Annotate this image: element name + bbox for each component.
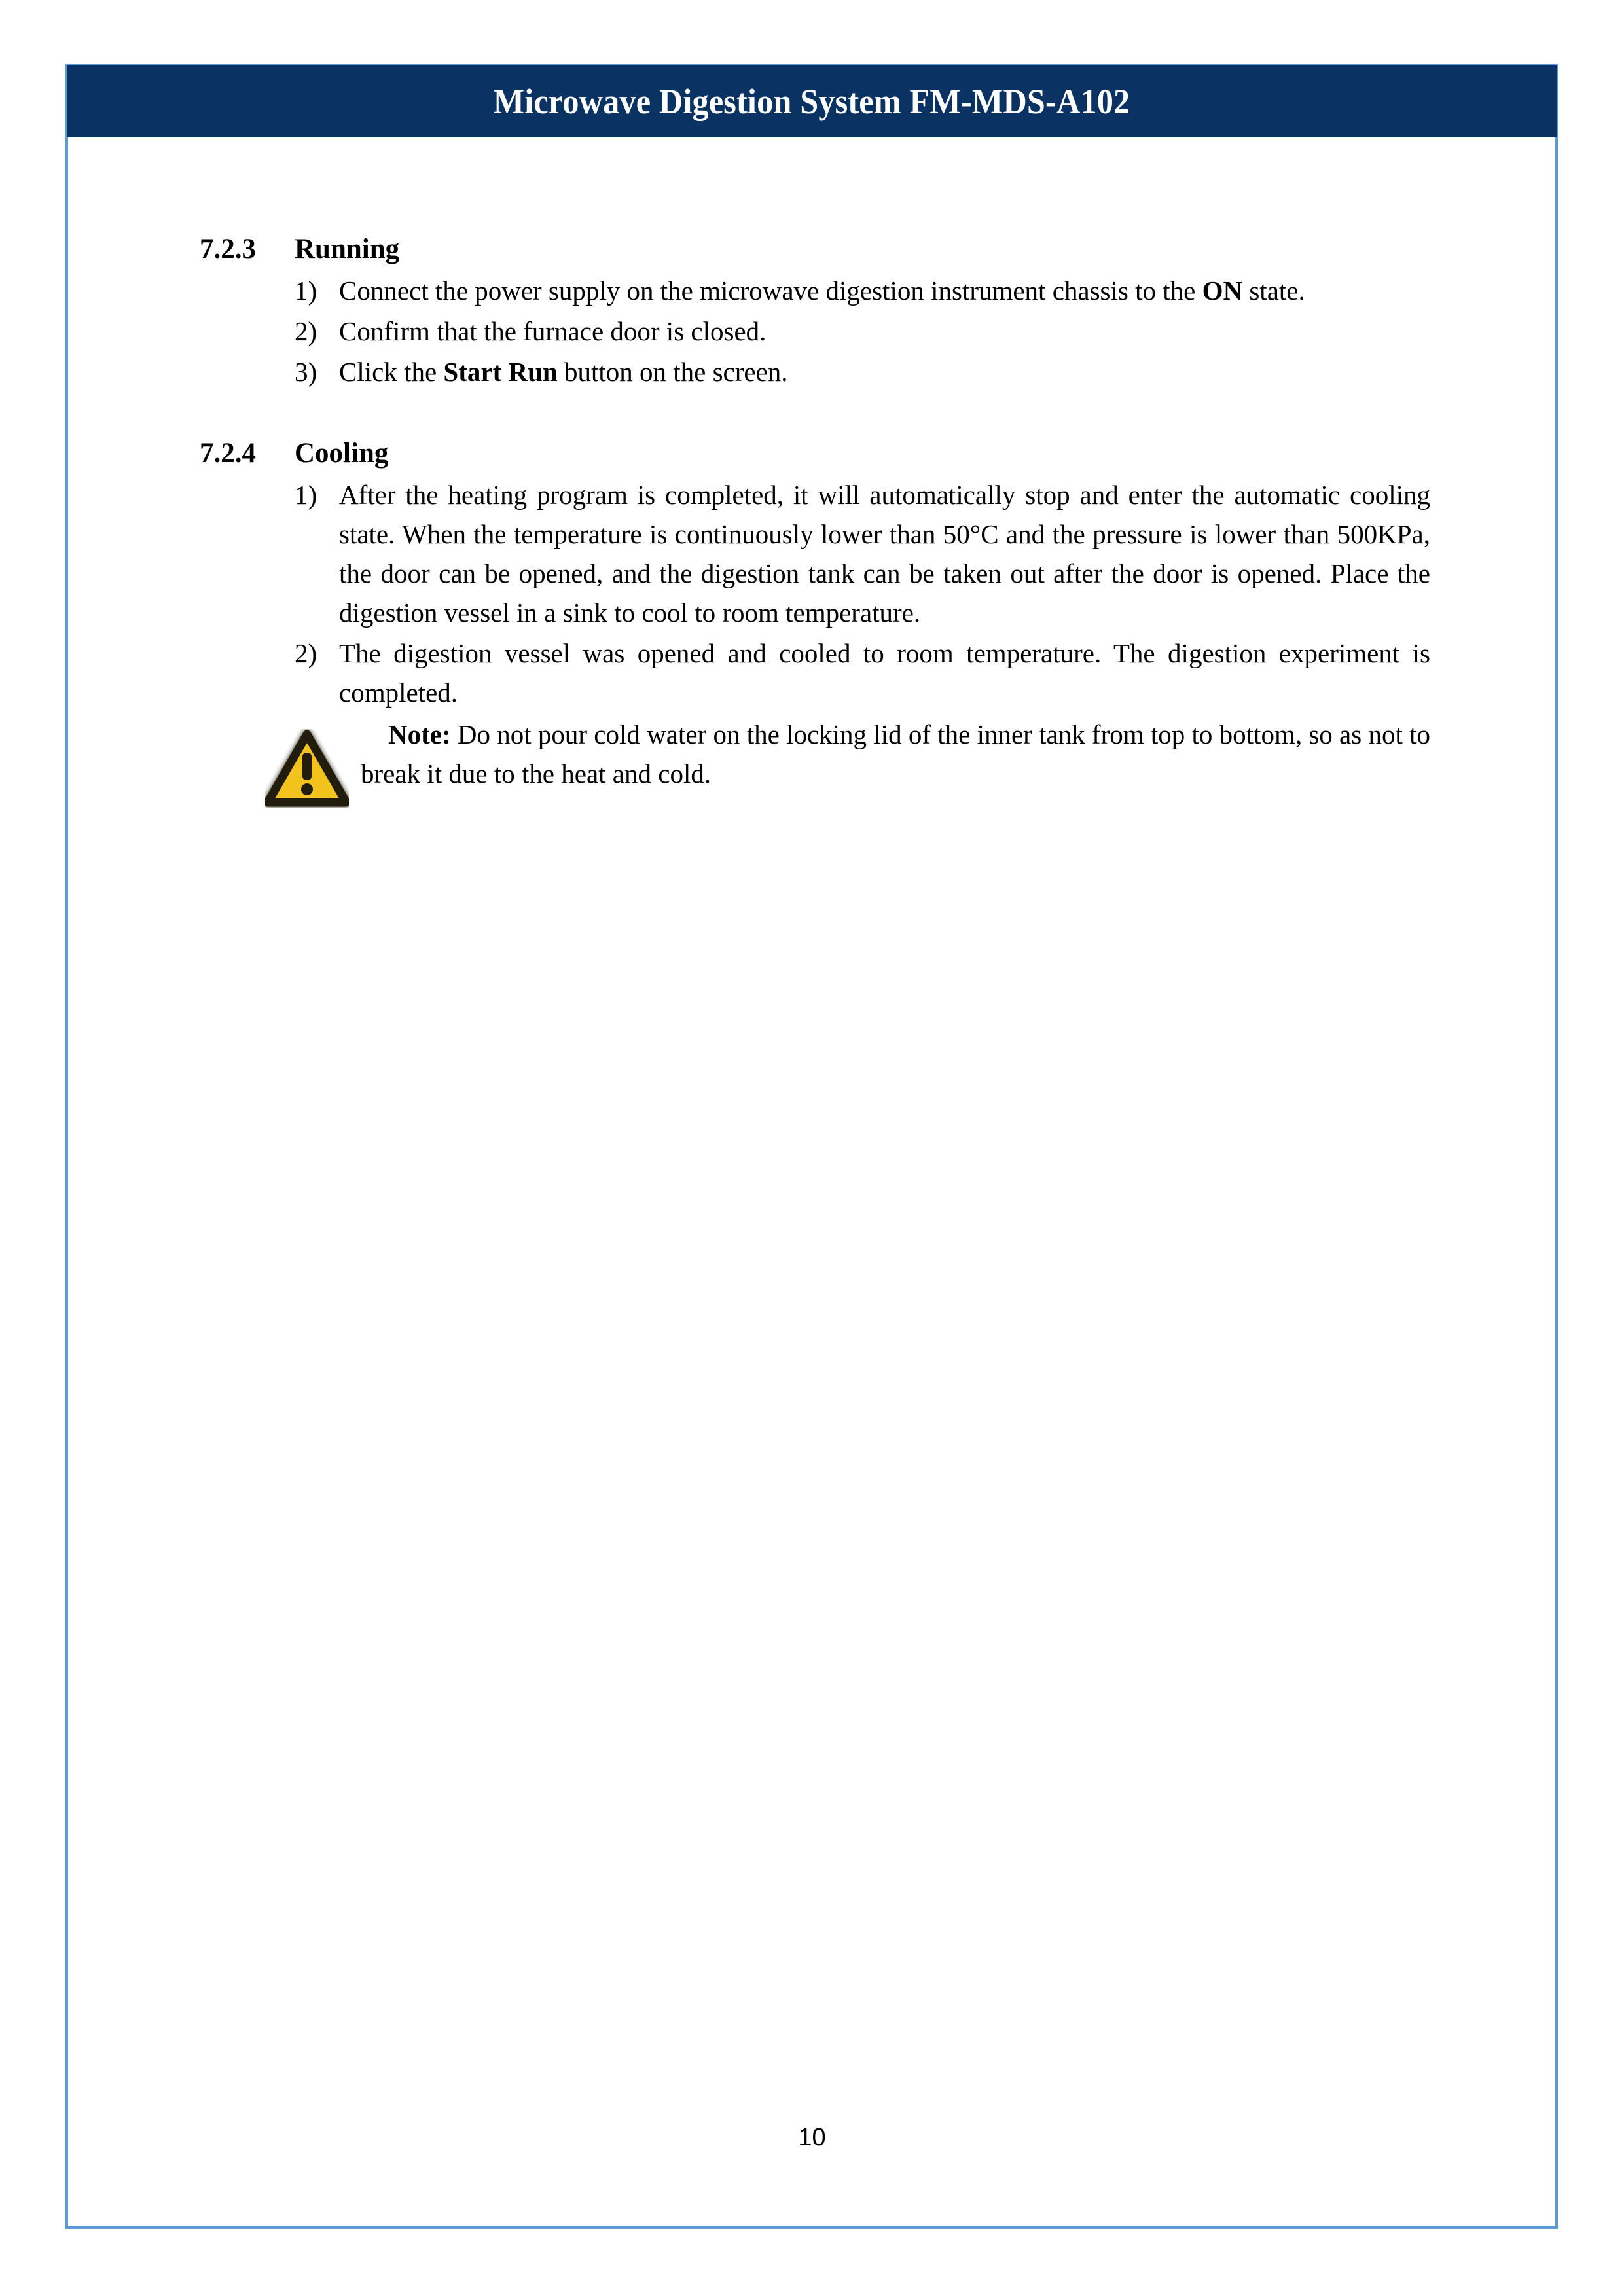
section-number: 7.2.3 bbox=[200, 234, 256, 264]
document-content bbox=[200, 230, 1430, 808]
plain-text: Confirm that the furnace door is closed. bbox=[339, 316, 767, 346]
list-text bbox=[339, 271, 1430, 310]
section-heading bbox=[200, 435, 1430, 473]
emphasis-text: Start Run bbox=[443, 357, 558, 387]
note-label: Note: bbox=[388, 719, 451, 749]
ordered-list bbox=[200, 475, 1430, 712]
emphasis-text: ON bbox=[1202, 276, 1243, 306]
list-item bbox=[200, 271, 1430, 310]
plain-text: Connect the power supply on the microwave digestion instrument chassis to the bbox=[339, 276, 1202, 306]
list-text bbox=[339, 634, 1430, 712]
list-item bbox=[200, 312, 1430, 351]
list-text bbox=[339, 475, 1430, 632]
plain-text: state. bbox=[1242, 276, 1305, 306]
ordered-list bbox=[200, 271, 1430, 391]
plain-text: Click the bbox=[339, 357, 444, 387]
page-number: 10 bbox=[798, 2124, 826, 2151]
list-item bbox=[200, 475, 1430, 632]
list-marker: 1) bbox=[295, 480, 317, 510]
note-text bbox=[361, 715, 1430, 793]
section-7-2-3 bbox=[200, 230, 1430, 391]
list-text bbox=[339, 312, 1430, 351]
note-block bbox=[200, 715, 1430, 808]
list-marker: 1) bbox=[295, 276, 317, 306]
section-number: 7.2.4 bbox=[200, 438, 256, 469]
warning-triangle-icon bbox=[265, 729, 349, 808]
section-title: Running bbox=[295, 234, 400, 264]
plain-text: After the heating program is completed, it will automatically stop and enter the automatic cooling state. When the temperature is continuously lower than 50°C and the pressure is lower than 500KPa, the door can be opened, and the digestion tank can be taken out after the door is opened. Place the digestion vessel in a sink to cool to room temperature. bbox=[339, 480, 1430, 628]
list-item bbox=[200, 634, 1430, 712]
section-heading bbox=[200, 230, 1430, 268]
document-header-banner bbox=[67, 65, 1557, 137]
document-title: Microwave Digestion System FM-MDS-A102 bbox=[493, 82, 1130, 121]
section-7-2-4 bbox=[200, 435, 1430, 808]
section-title: Cooling bbox=[295, 438, 389, 469]
list-item bbox=[200, 352, 1430, 391]
plain-text: button on the screen. bbox=[557, 357, 788, 387]
list-marker: 3) bbox=[295, 357, 317, 387]
list-marker: 2) bbox=[295, 316, 317, 346]
list-text bbox=[339, 352, 1430, 391]
list-marker: 2) bbox=[295, 638, 317, 668]
note-body-text: Do not pour cold water on the locking lid of the inner tank from top to bottom, so as not to break it due to the heat and cold. bbox=[361, 719, 1430, 789]
plain-text: The digestion vessel was opened and cooled to room temperature. The digestion experiment is completed. bbox=[339, 638, 1430, 708]
